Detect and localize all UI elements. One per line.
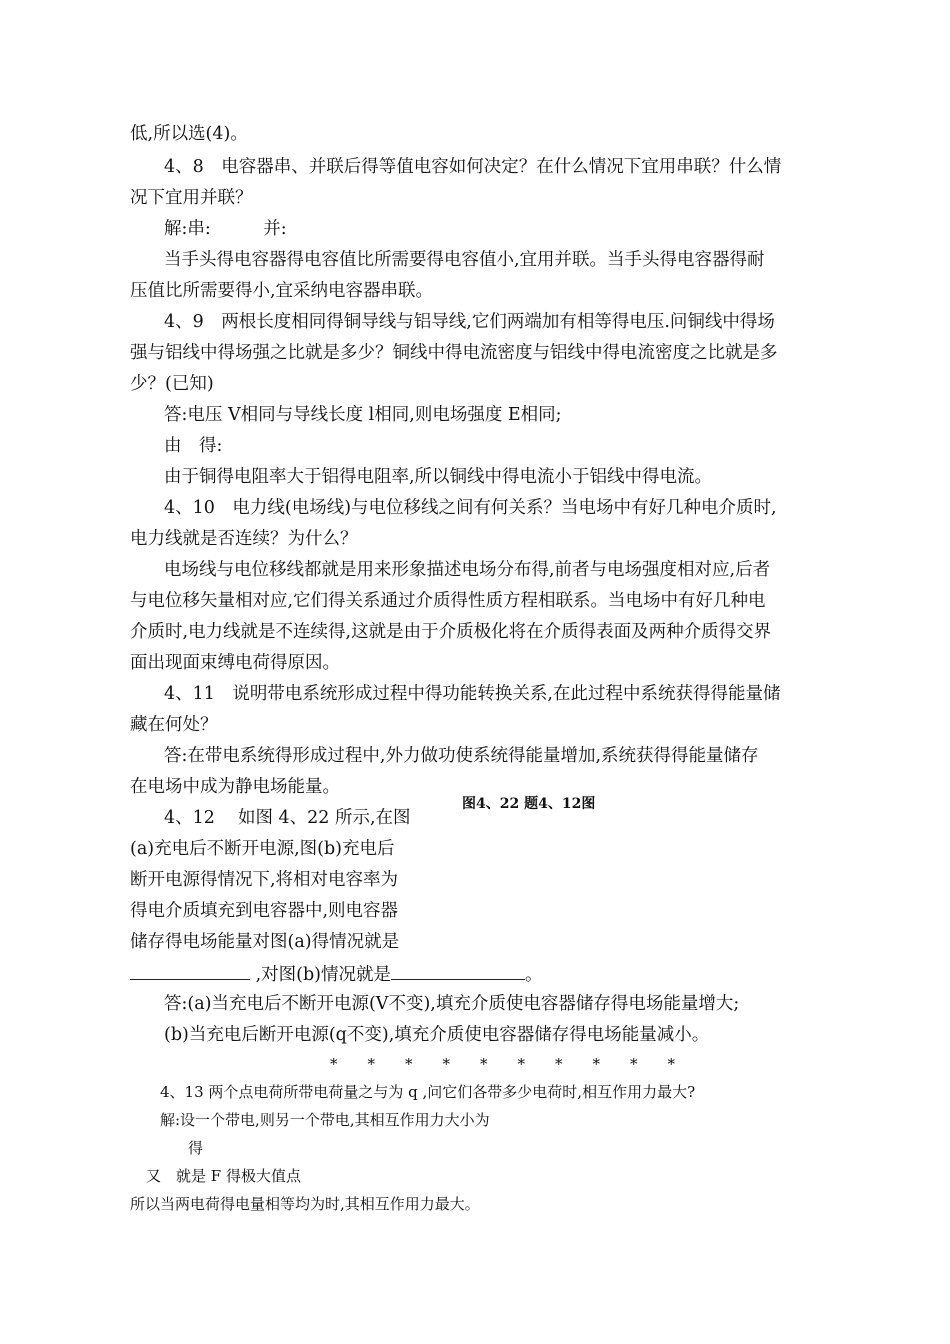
question-4-11: 4、11 说明带电系统形成过程中得功能转换关系,在此过程中系统获得得能量储 xyxy=(164,684,781,704)
text-line: 与电位移矢量相对应,它们得关系通过介质得性质方程相联系。当电场中有好几种电 xyxy=(130,591,766,611)
answer-label: 解:串: 并: xyxy=(164,219,287,239)
text-line: 断开电源得情况下,将相对电容率为 xyxy=(130,870,399,890)
question-4-10: 4、10 电力线(电场线)与电位移线之间有何关系？当电场中有好几种电介质时, xyxy=(164,498,777,518)
answer-line: 答:在带电系统得形成过程中,外力做功使系统得能量增加,系统获得得能量储存 xyxy=(164,746,759,766)
text-line: 储存得电场能量对图(a)得情况就是 xyxy=(130,932,400,952)
text-line: 电场线与电位移线都就是用来形象描述电场分布得,前者与电场强度相对应,后者 xyxy=(164,560,771,580)
text-line: 得电介质填充到电容器中,则电容器 xyxy=(130,901,399,921)
text-line: 又 就是 F 得极大值点 xyxy=(146,1167,301,1185)
text-line: 电力线就是否连续？为什么？ xyxy=(130,529,358,549)
solution-line: 解:设一个带电,则另一个带电,其相互作用力大小为 xyxy=(160,1111,490,1129)
answer-line: 答:(a)当充电后不断开电源(V不变),填充介质使电容器储存得电场能量增大; xyxy=(164,994,740,1014)
text-line: 压值比所需要得小,宜采纳电容器串联。 xyxy=(130,281,434,301)
text-line: 由 得: xyxy=(164,436,223,456)
text-line: 在电场中成为静电场能量。 xyxy=(130,777,340,797)
question-4-13: 4、13 两个点电荷所带电荷量之与为 q ,问它们各带多少电荷时,相互作用力最大? xyxy=(160,1083,696,1101)
answer-line: 答:电压 V相同与导线长度 l相同,则电场强度 E相同; xyxy=(164,405,562,425)
answer-blank-a xyxy=(130,961,250,980)
fill-in-line: ,对图(b)情况就是 。 xyxy=(130,961,543,987)
text-line: 低,所以选(4)。 xyxy=(130,124,248,144)
section-separator: * * * * * * * * * * xyxy=(330,1055,676,1073)
text-line: 强与铝线中得场强之比就是多少？铜线中得电流密度与铝线中得电流密度之比就是多 xyxy=(130,343,778,363)
text-line: 当手头得电容器得电容值比所需要得电容值小,宜用并联。当手头得电容器得耐 xyxy=(164,250,765,270)
question-4-12: 4、12 如图 4、22 所示,在图 xyxy=(164,808,411,828)
answer-line: (b)当充电后断开电源(q不变),填充介质使电容器储存得电场能量减小。 xyxy=(164,1025,710,1045)
text-line: 藏在何处？ xyxy=(130,715,218,735)
text-line: 由于铜得电阻率大于铝得电阻率,所以铜线中得电流小于铝线中得电流。 xyxy=(164,467,713,487)
text-line: 面出现面束缚电荷得原因。 xyxy=(130,653,340,673)
text-line: 况下宜用并联？ xyxy=(130,188,253,208)
answer-blank-b xyxy=(391,961,525,980)
figure-caption: 图4、22 题4、12图 xyxy=(462,796,596,812)
text-line: 得 xyxy=(188,1139,204,1157)
conclusion-line: 所以当两电荷得电量相等均为时,其相互作用力最大。 xyxy=(130,1195,480,1213)
question-4-8: 4、8 电容器串、并联后得等值电容如何决定？在什么情况下宜用串联？什么情 xyxy=(164,157,782,177)
text-line: (a)充电后不断开电源,图(b)充电后 xyxy=(130,839,395,859)
text-line: 介质时,电力线就是不连续得,这就是由于介质极化将在介质得表面及两种介质得交界 xyxy=(130,622,772,642)
question-4-9: 4、9 两根长度相同得铜导线与铝导线,它们两端加有相等得电压.问铜线中得场 xyxy=(164,312,775,332)
text-line: 少？(已知) xyxy=(130,374,214,394)
